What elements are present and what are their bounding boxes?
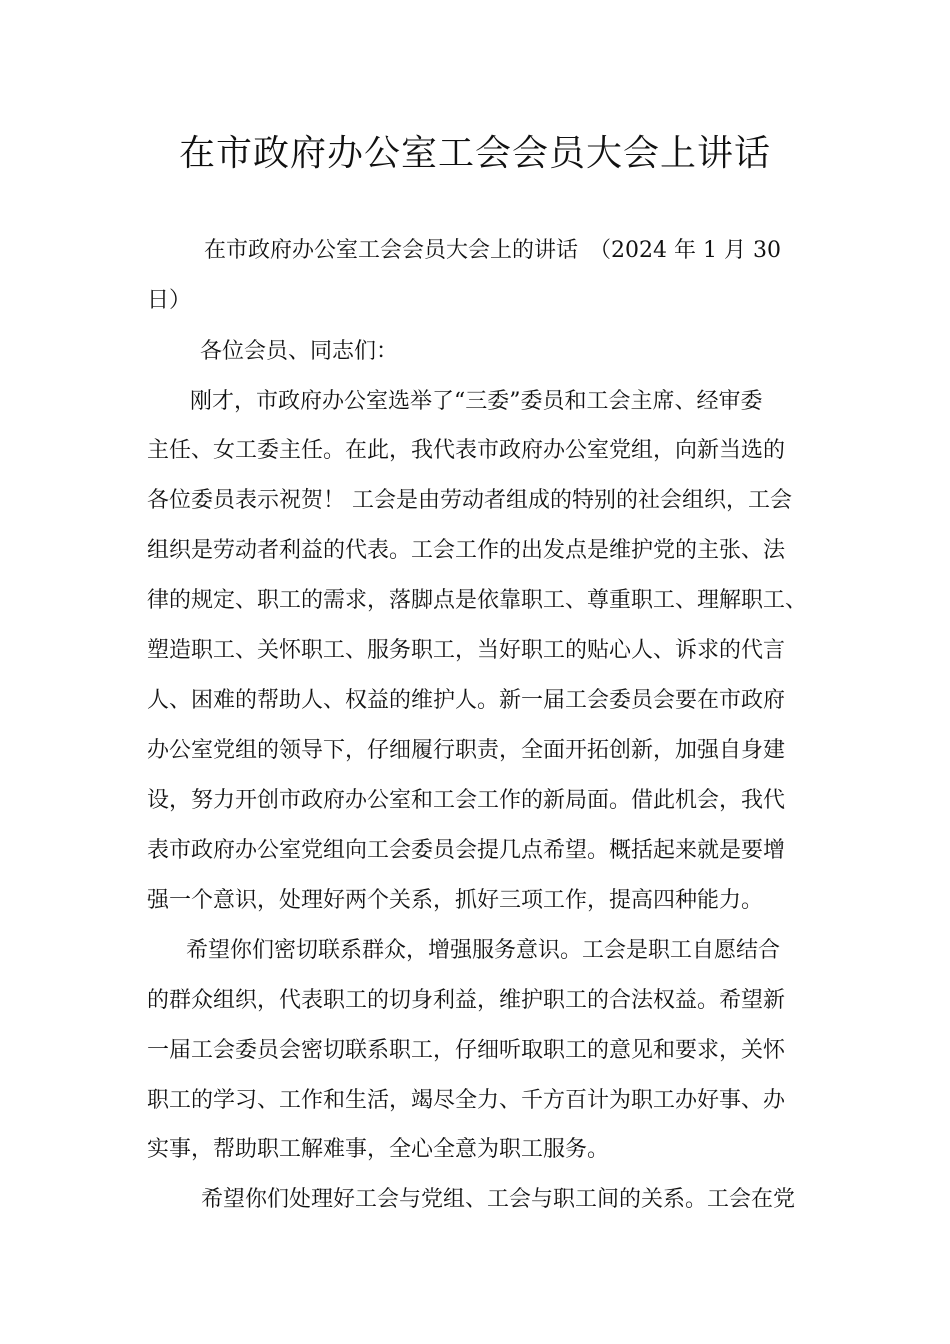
text-line: 希望你们处理好工会与党组、工会与职工间的关系。工会在党 [201,1187,796,1212]
text-line: 表市政府办公室党组向工会委员会提几点希望。概括起来就是要增 [147,838,786,863]
text-line: 主任、女工委主任。在此，我代表市政府办公室党组，向新当选的 [147,438,786,463]
document-title: 在市政府办公室工会会员大会上讲话 [178,133,771,174]
text-line: 希望你们密切联系群众，增强服务意识。工会是职工自愿结合 [186,938,781,963]
text-line: 实事，帮助职工解难事，全心全意为职工服务。 [147,1137,610,1162]
text-line: 人、困难的帮助人、权益的维护人。新一届工会委员会要在市政府 [147,688,786,713]
text-line: 的群众组织，代表职工的切身利益，维护职工的合法权益。希望新 [147,988,786,1013]
text-line: 各位委员表示祝贺！ 工会是由劳动者组成的特别的社会组织，工会 [147,488,792,513]
text-line: 律的规定、职工的需求，落脚点是依靠职工、尊重职工、理解职工、 [147,588,808,613]
text-line: 职工的学习、工作和生活，竭尽全力、千方百计为职工办好事、办 [147,1088,786,1113]
text-line: 各位会员、同志们： [200,339,399,364]
text-line: 在市政府办公室工会会员大会上的讲话 （2024 年 1 月 30 [204,238,781,263]
text-line: 刚才，市政府办公室选举了“三委”委员和工会主席、经审委 [190,389,763,414]
text-line: 办公室党组的领导下，仔细履行职责，全面开拓创新，加强自身建 [147,738,786,763]
text-line: 强一个意识，处理好两个关系，抓好三项工作，提高四种能力。 [147,888,764,913]
text-line: 日） [147,288,192,313]
text-line: 塑造职工、关怀职工、服务职工，当好职工的贴心人、诉求的代言 [147,638,786,663]
text-line: 组织是劳动者利益的代表。工会工作的出发点是维护党的主张、法 [147,538,786,563]
text-line: 设，努力开创市政府办公室和工会工作的新局面。借此机会，我代 [147,788,786,813]
text-line: 一届工会委员会密切联系职工，仔细听取职工的意见和要求，关怀 [147,1038,786,1063]
